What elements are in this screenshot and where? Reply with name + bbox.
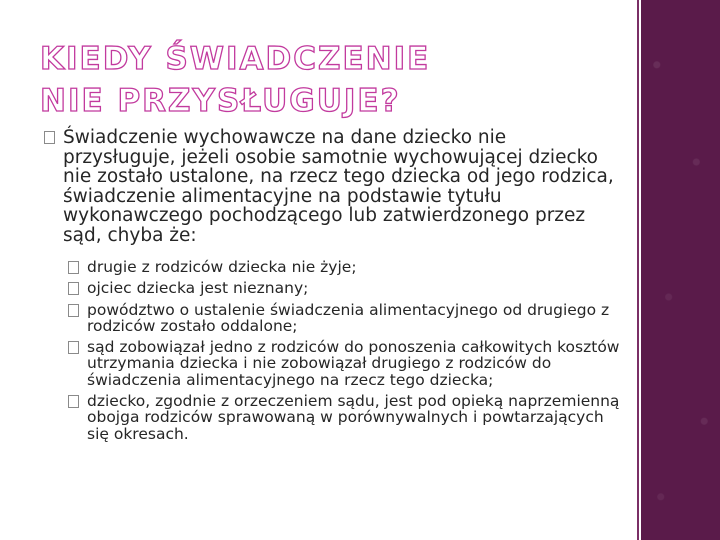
sub-bullet-text: dziecko, zgodnie z orzeczeniem sądu, jest pod opieką naprzemienną obojga rodziców sprawowaną w porównywalnych i powtarzających się okresach. bbox=[87, 392, 620, 443]
bullet-box-icon bbox=[68, 304, 79, 317]
bullet-box-icon bbox=[68, 261, 79, 274]
sub-bullet-text: ojciec dziecka jest nieznany; bbox=[87, 279, 309, 298]
main-bullet bbox=[44, 128, 624, 245]
bullet-box-icon bbox=[68, 395, 79, 408]
sub-bullet bbox=[44, 280, 624, 296]
bullet-box-icon bbox=[68, 282, 79, 295]
sub-bullet bbox=[44, 259, 624, 275]
bullet-box-icon bbox=[44, 131, 55, 144]
sub-bullet-text: drugie z rodziców dziecka nie żyje; bbox=[87, 258, 357, 276]
slide-body bbox=[44, 128, 624, 442]
sub-bullet-text: powództwo o ustalenie świadczenia alimentacyjnego od drugiego z rodziców zostało oddalone; bbox=[87, 300, 610, 335]
main-bullet-text: Świadczenie wychowawcze na dane dziecko nie przysługuje, jeżeli osobie samotnie wychowującej dziecko nie zostało ustalone, na rzecz tego dziecka od jego rodzica, świadczenie alimentacyjne na podstawie tytułu wykonawczego pochodzącego lub zatwierdzonego przez sąd, chyba że: bbox=[63, 127, 614, 246]
decorative-side-panel bbox=[641, 0, 720, 540]
sub-bullet bbox=[44, 302, 624, 335]
sub-bullet-text: sąd zobowiązał jedno z rodziców do ponoszenia całkowitych kosztów utrzymania dziecka i nie zobowiązał drugiego z rodziców do świadczenia alimentacyjnego na rzecz tego dziecka; bbox=[87, 338, 620, 389]
slide-title: KIEDY ŚWIADCZENIE NIE PRZYSŁUGUJE? bbox=[40, 41, 431, 119]
sub-bullet bbox=[44, 393, 624, 442]
bullet-box-icon bbox=[68, 341, 79, 354]
side-divider bbox=[637, 0, 639, 540]
sub-bullet bbox=[44, 339, 624, 388]
